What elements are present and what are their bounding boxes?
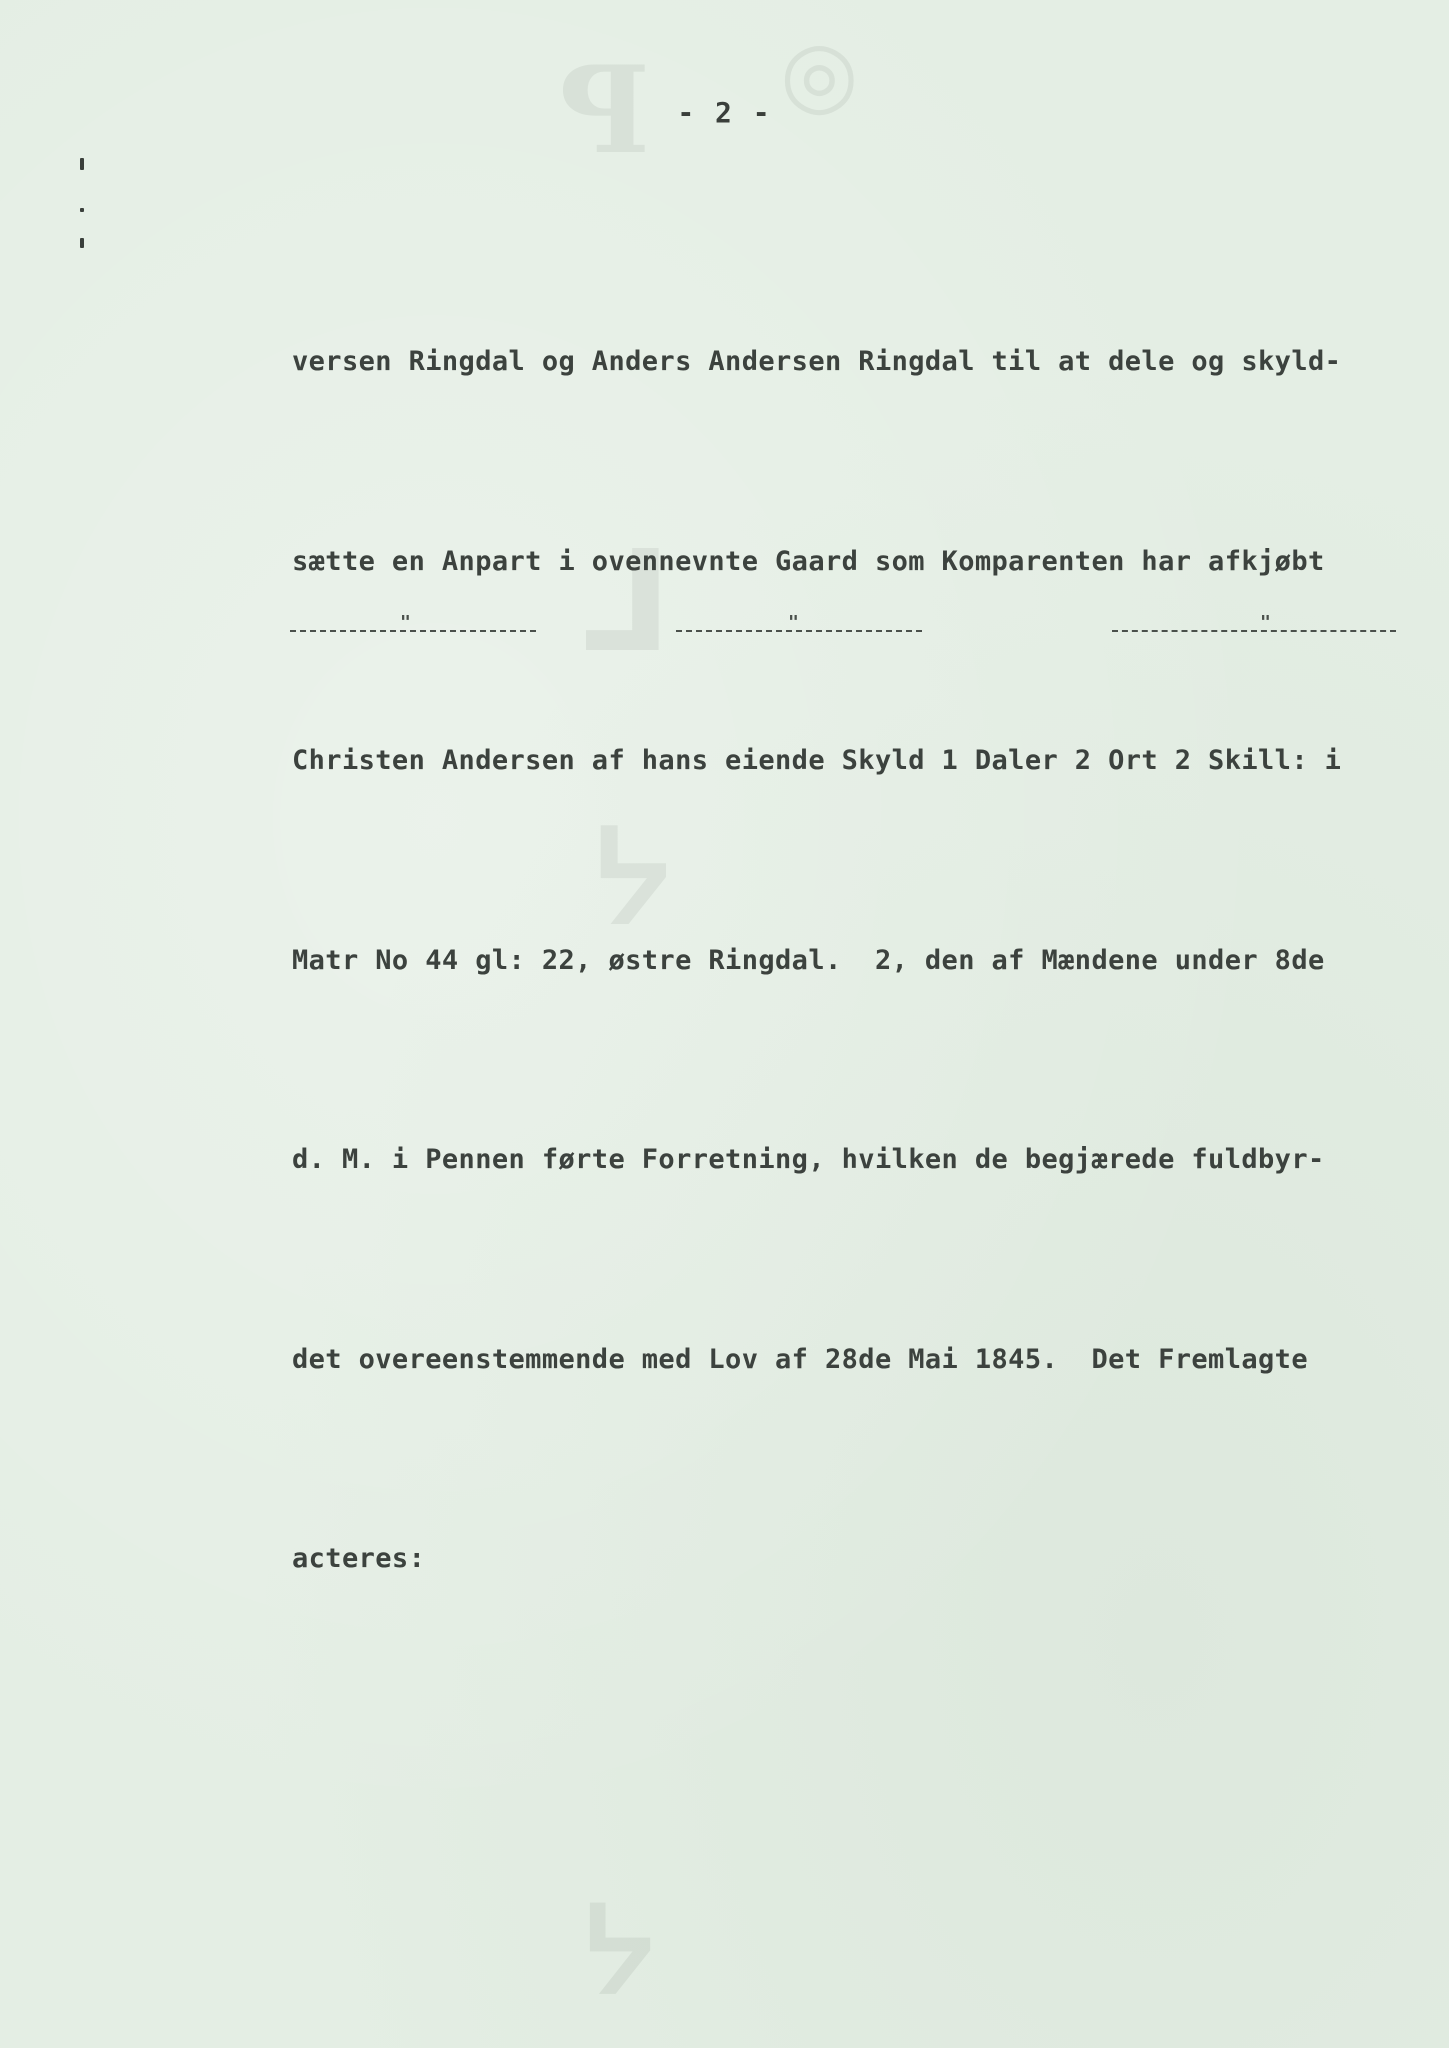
text-line: acteres: — [292, 1543, 426, 1574]
text-line: sætte en Anpart i ovennevnte Gaard som Komparenten har afkjøbt — [292, 545, 1325, 577]
bleed-through-mark: ⅃ — [580, 520, 670, 684]
document-body-text — [292, 196, 1402, 1726]
separator-rule — [290, 612, 536, 633]
page-number: - 2 - — [677, 96, 772, 129]
text-line: det overeenstemmende med Lov af 28de Mai 1845. Det Fremlagte — [292, 1343, 1308, 1375]
margin-marks — [80, 158, 92, 248]
text-line: Matr No 44 gl: 22, østre Ringdal. 2, den af Mændene under 8de — [292, 944, 1325, 976]
text-line: d. M. i Pennen førte Forretning, hvilken de begjærede fuldbyr- — [292, 1144, 1325, 1175]
bleed-through-mark: ◎ — [780, 20, 859, 126]
text-line: versen Ringdal og Anders Andersen Ringdal til at dele og skyld- — [292, 346, 1342, 377]
separator-rule — [1112, 612, 1396, 633]
ditto-mark: " — [1260, 612, 1271, 633]
ditto-mark: " — [400, 612, 411, 633]
text-line: Christen Andersen af hans eiende Skyld 1 Daler 2 Ort 2 Skill: i — [292, 745, 1342, 776]
separator-rules — [290, 612, 1396, 638]
bleed-through-mark: ꟼ — [560, 40, 651, 181]
bleed-through-mark: ᔭ — [590, 800, 672, 953]
ditto-mark: " — [788, 612, 799, 633]
bleed-through-mark: ᔭ — [580, 1880, 656, 2021]
separator-rule — [676, 612, 922, 633]
